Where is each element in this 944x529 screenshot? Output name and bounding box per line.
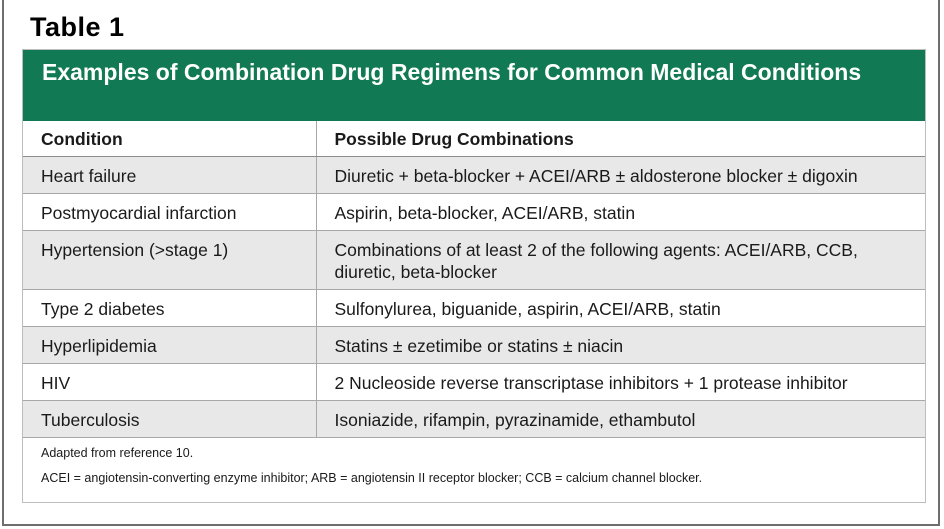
table-row <box>23 364 925 401</box>
drug-regimen-table <box>23 121 925 438</box>
condition-cell: Type 2 diabetes <box>23 290 316 327</box>
condition-cell: Heart failure <box>23 157 316 194</box>
table-heading: Examples of Combination Drug Regimens for Common Medical Conditions <box>23 50 925 121</box>
combinations-cell: Statins ± ezetimibe or statins ± niacin <box>316 327 925 364</box>
condition-cell: Postmyocardial infarction <box>23 194 316 231</box>
table-footnotes <box>23 438 925 488</box>
table-card <box>22 49 926 503</box>
table-row <box>23 231 925 290</box>
combinations-cell: Aspirin, beta-blocker, ACEI/ARB, statin <box>316 194 925 231</box>
combinations-cell: Combinations of at least 2 of the following agents: ACEI/ARB, CCB, diuretic, beta-blocker <box>316 231 925 290</box>
combinations-cell: Sulfonylurea, biguanide, aspirin, ACEI/ARB, statin <box>316 290 925 327</box>
condition-cell: Tuberculosis <box>23 401 316 438</box>
table-row <box>23 194 925 231</box>
combinations-cell: 2 Nucleoside reverse transcriptase inhibitors + 1 protease inhibitor <box>316 364 925 401</box>
condition-cell: HIV <box>23 364 316 401</box>
column-header-combinations: Possible Drug Combinations <box>316 121 925 157</box>
condition-cell: Hyperlipidemia <box>23 327 316 364</box>
combinations-cell: Diuretic + beta-blocker + ACEI/ARB ± aldosterone blocker ± digoxin <box>316 157 925 194</box>
combinations-cell: Isoniazide, rifampin, pyrazinamide, ethambutol <box>316 401 925 438</box>
column-header-condition: Condition <box>23 121 316 157</box>
table-row <box>23 290 925 327</box>
condition-cell: Hypertension (>stage 1) <box>23 231 316 290</box>
table-label: Table 1 <box>30 12 125 42</box>
table-row <box>23 327 925 364</box>
table-header-row <box>23 121 925 157</box>
table-row <box>23 157 925 194</box>
source-note: Adapted from reference 10. <box>41 446 194 460</box>
table-row <box>23 401 925 438</box>
abbreviations-note: ACEI = angiotensin-converting enzyme inhibitor; ARB = angiotensin II receptor blocker; CCB = calcium channel blocker. <box>41 471 703 485</box>
